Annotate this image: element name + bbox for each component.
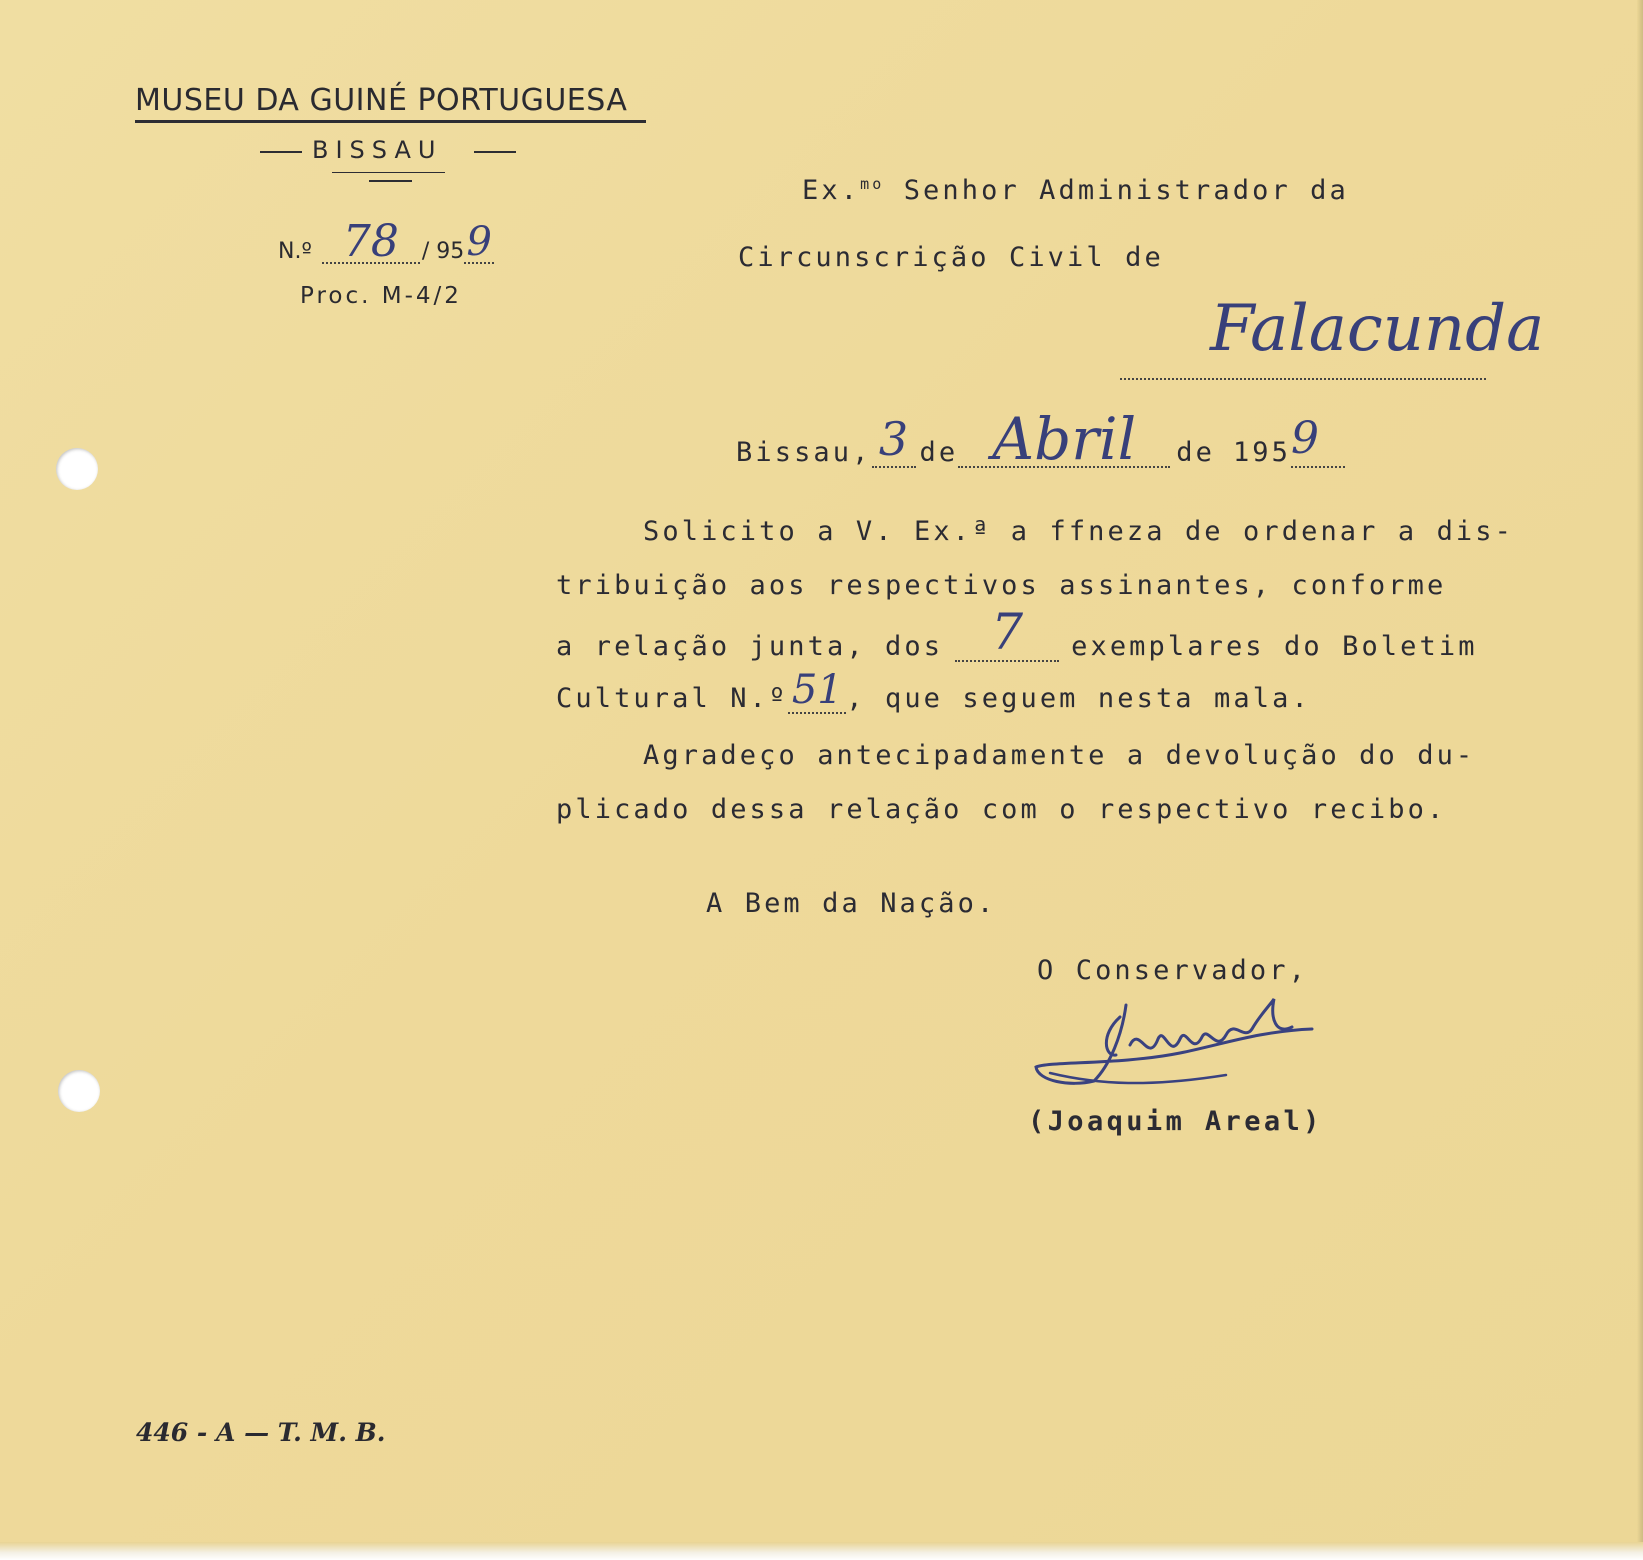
body-line-4-end: , que seguem nesta mala.	[846, 683, 1311, 714]
date-day: 3	[878, 412, 909, 466]
body-line-3-end: exemplares do Boletim	[1071, 631, 1478, 662]
copies-count: 7	[991, 603, 1024, 661]
bulletin-issue: 51	[791, 667, 843, 713]
date-year-printed: 195	[1232, 437, 1292, 468]
body-line-3-start: a relação junta, dos	[556, 631, 944, 662]
addressee-line-2: Circunscrição Civil de	[738, 242, 1164, 273]
body-line-4	[556, 667, 1311, 714]
date-line	[736, 405, 1345, 473]
date-year-handwritten: 9	[1291, 413, 1320, 464]
number-field	[322, 216, 420, 267]
place-handwritten: Falacunda	[1210, 292, 1545, 366]
body-p2-line-1: Agradeço antecipadamente a devolução do du-	[643, 740, 1476, 771]
reference-number	[278, 216, 494, 267]
page-edge-bottom	[0, 1542, 1643, 1560]
letterhead-city: BISSAU	[312, 136, 443, 164]
process-number: Proc. M-4/2	[300, 283, 462, 309]
page-edge	[1637, 0, 1643, 1560]
month-field	[958, 405, 1170, 473]
signer-title: O Conservador,	[1037, 955, 1308, 986]
body-line-4-start: Cultural N.º	[556, 683, 789, 714]
signature-scrawl	[1030, 995, 1320, 1115]
closing-salutation: A Bem da Nação.	[706, 888, 997, 919]
issue-field	[788, 667, 846, 714]
addressee-title: Senhor Administrador da	[884, 175, 1349, 206]
signer-name: (Joaquim Areal)	[1028, 1106, 1323, 1137]
letterhead-underline	[135, 120, 646, 123]
body-line-1: Solicito a V. Ex.ª a ffneza de ordenar a dis-	[643, 516, 1514, 547]
number-value: 78	[342, 216, 399, 267]
addressee-superscript: mo	[860, 175, 885, 193]
number-label: N.º	[278, 239, 312, 264]
addressee-prefix: Ex.	[802, 175, 861, 206]
body-line-2: tribuição aos respectivos assinantes, conforme	[556, 570, 1447, 601]
date-month: Abril	[992, 405, 1137, 473]
day-field	[872, 412, 916, 468]
year-field	[464, 219, 494, 265]
letterhead-rule-long	[332, 172, 445, 173]
city-dash-right	[474, 151, 516, 153]
city-dash-left	[260, 151, 302, 153]
count-field	[955, 603, 1059, 662]
year-prefix: / 95	[421, 239, 465, 264]
institution-name: MUSEU DA GUINÉ PORTUGUESA	[135, 83, 628, 118]
punch-hole-top	[56, 448, 98, 490]
date-de-2: de	[1176, 437, 1215, 468]
body-p2-line-2: plicado dessa relação com o respectivo recibo.	[556, 794, 1447, 825]
addressee-line-1	[802, 175, 1349, 206]
year-field-date	[1291, 412, 1345, 468]
date-city: Bissau,	[736, 437, 872, 468]
letterhead-rule-short	[369, 180, 412, 182]
form-code: 446 - A — T. M. B.	[136, 1418, 386, 1447]
punch-hole-bottom	[58, 1070, 100, 1112]
body-line-3	[556, 603, 1478, 662]
year-suffix: 9	[466, 219, 492, 265]
date-de-1: de	[919, 437, 959, 468]
